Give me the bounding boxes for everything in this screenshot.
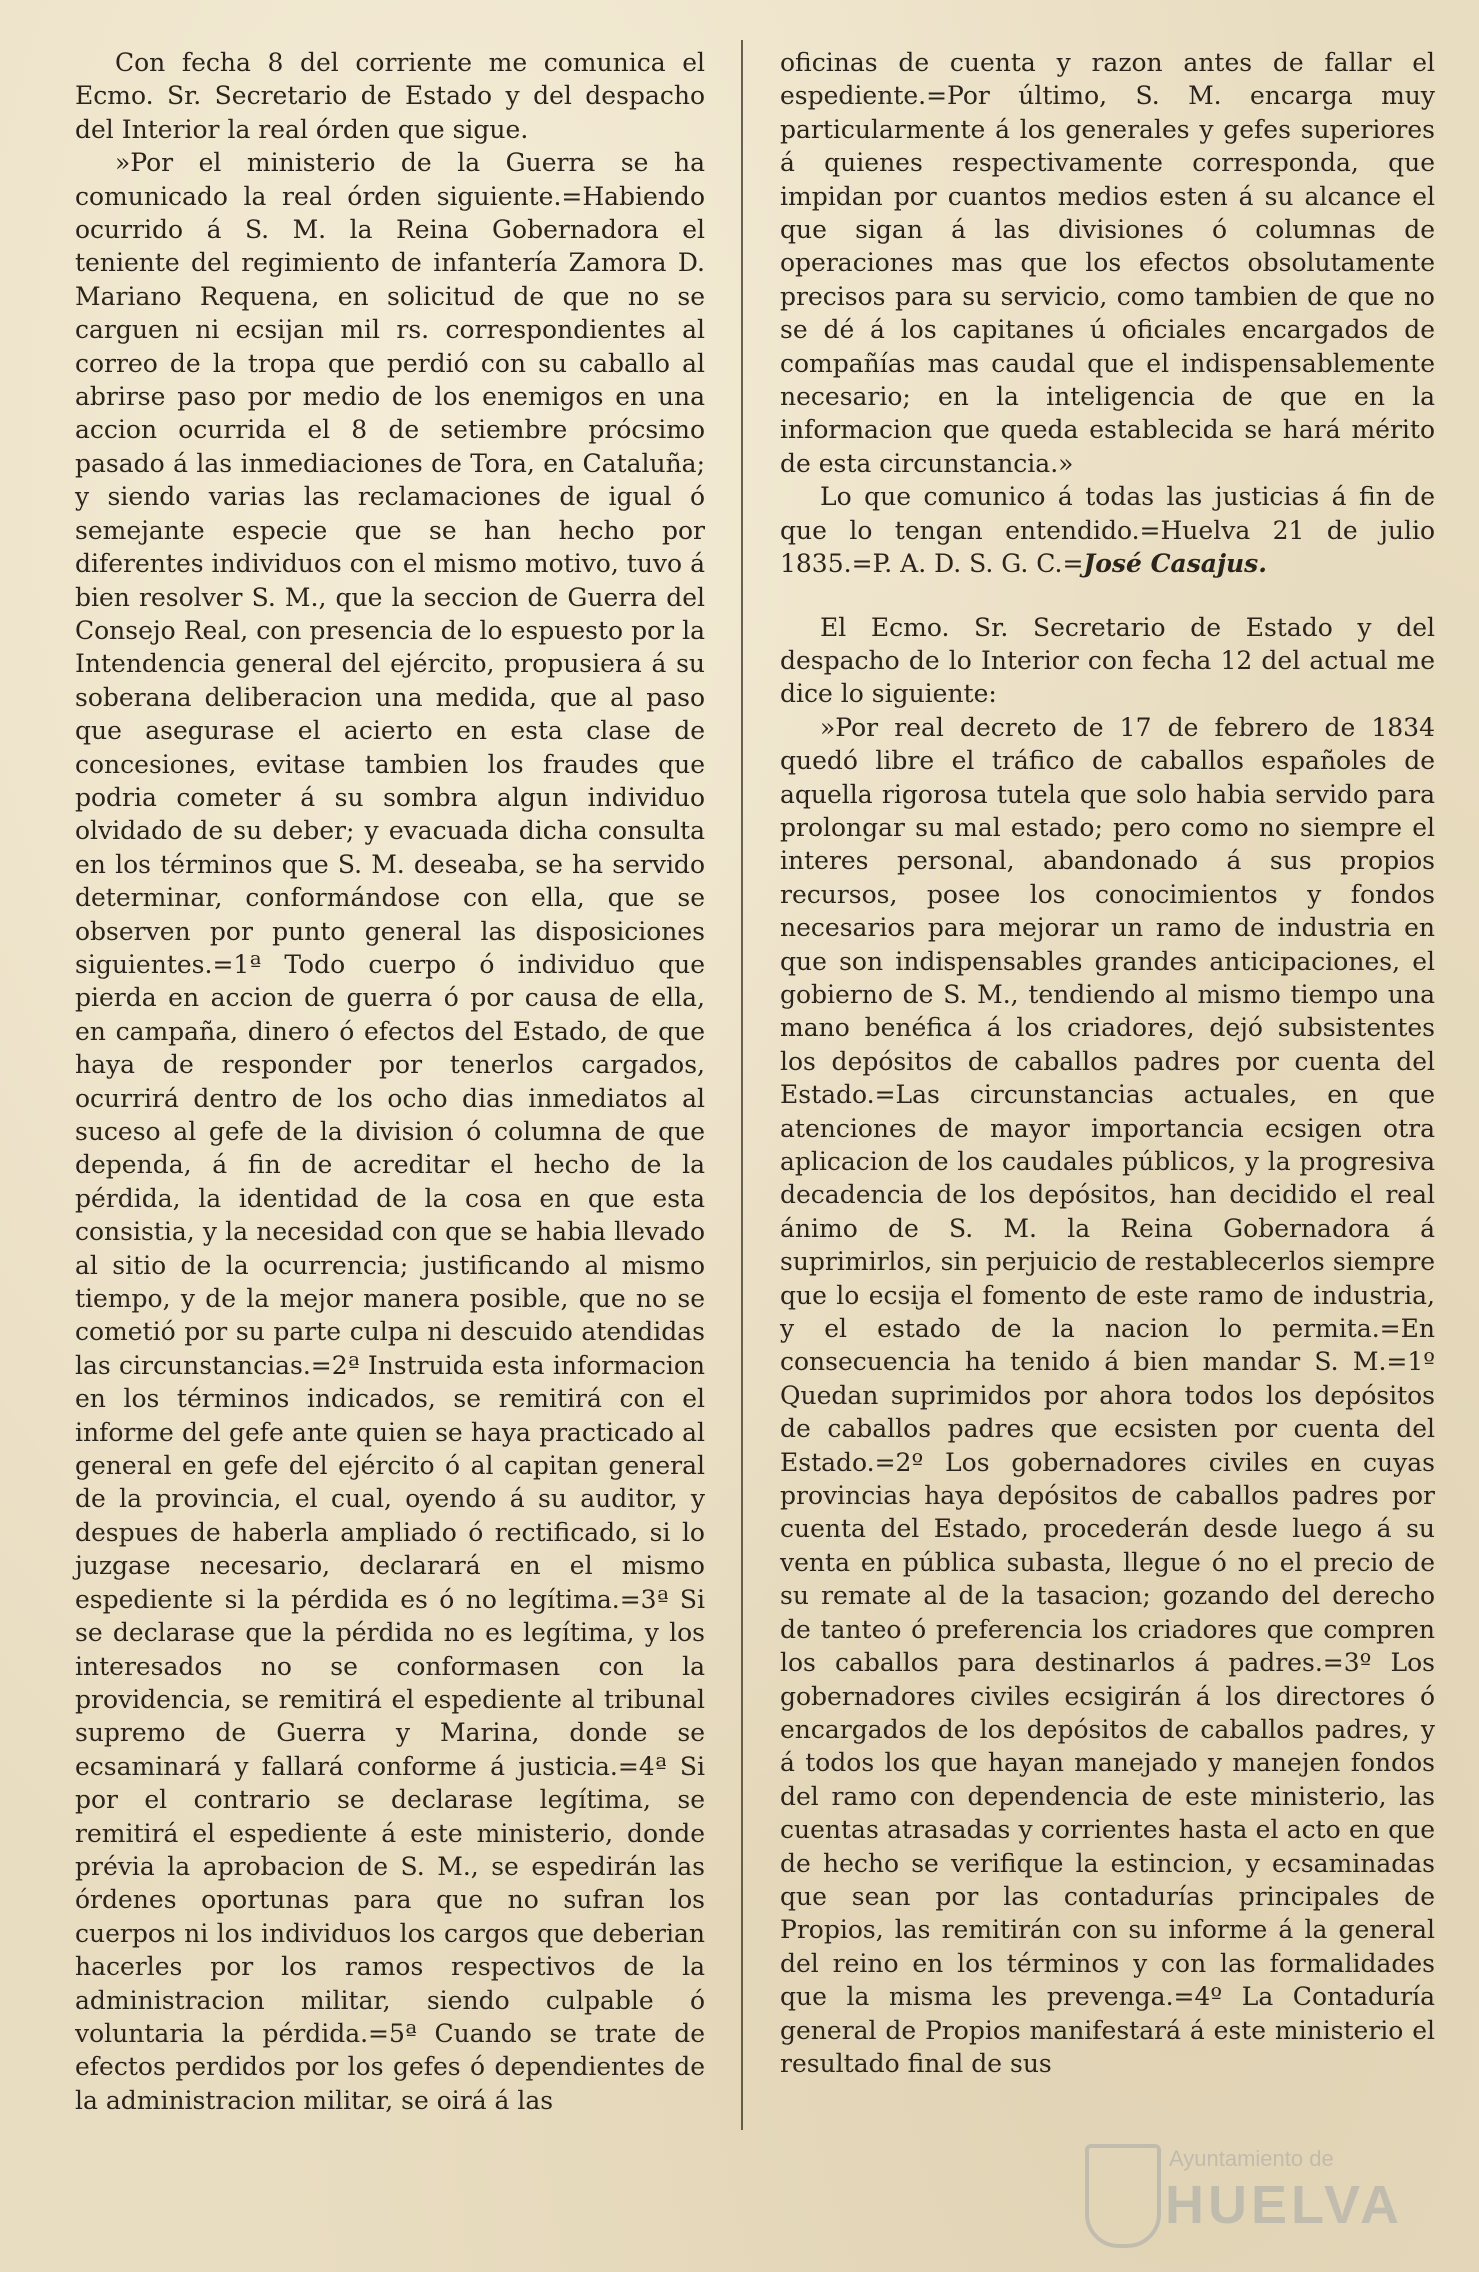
left-column — [75, 46, 705, 2117]
left-paragraph-intro: Con fecha 8 del corriente me comunica el Ecmo. Sr. Secretario de Estado y del despacho del Interior la real órden que sigue. — [75, 48, 705, 144]
left-paragraph-royal-order: »Por el ministerio de la Guerra se ha comunicado la real órden siguiente.=Habiendo ocurrido á S. M. la Reina Gobernadora el teniente del regimiento de infantería Zamora D. Mariano Requena, en solicitud de que no se carguen ni ecsijan mil rs. correspondientes al correo de la tropa que perdió con su caballo al abrirse paso por medio de los enemigos en una accion ocurrida el 8 de setiembre prócsimo pasado á las inmediaciones de Tora, en Cataluña; y siendo varias las reclamaciones de igual ó semejante especie que se han hecho por diferentes individuos con el mismo motivo, tuvo á bien resolver S. M., que la seccion de Guerra del Consejo Real, con presencia de lo espuesto por la Intendencia general del ejército, propusiera á su soberana deliberacion una medida, que al paso que asegurase el acierto en esta clase de concesiones, evitase tambien los fraudes que podria cometer á su sombra algun individuo olvidado de su deber; y evacuada dicha consulta en los términos que S. M. deseaba, se ha servido determinar, conformándose con ella, que se observen por punto general las disposiciones siguientes.=1ª Todo cuerpo ó individuo que pierda en accion de guerra ó por causa de ella, en campaña, dinero ó efectos del Estado, de que haya de responder por tenerlos cargados, ocurrirá dentro de los ocho dias inmediatos al suceso al gefe de la division ó columna de que dependa, á fin de acreditar el hecho de la pérdida, la identidad de la cosa en que esta consistia, y la necesidad con que se habia llevado al sitio de la ocurrencia; justificando al mismo tiempo, y de la mejor manera posible, que no se cometió por su parte culpa ni descuido atendidas las circunstancias.=2ª Instruida esta informacion en los términos indicados, se remitirá con el informe del gefe ante quien se haya practicado al general en gefe del ejército ó al capitan general de la provincia, el cual, oyendo á su auditor, y despues de haberla ampliado ó rectificado, si lo juzgase necesario, declarará en el mismo espediente si la pérdida es ó no legítima.=3ª Si se declarase que la pérdida no es legítima, y los interesados no se conformasen con la providencia, se remitirá el espediente al tribunal supremo de Guerra y Marina, donde se ecsaminará y fallará conforme á justicia.=4ª Si por el contrario se declarase legítima, se remitirá el espediente á este ministerio, donde prévia la aprobacion de S. M., se espedirán las órdenes oportunas para que no sufran los cuerpos ni los individuos los cargos que deberian hacerles por los ramos respectivos de la administracion militar, siendo culpable ó voluntaria la pérdida.=5ª Cuando se trate de efectos perdidos por los gefes ó dependientes de la administracion militar, se oirá á las — [75, 148, 705, 2115]
right-paragraph-decree: »Por real decreto de 17 de febrero de 1834 quedó libre el tráfico de caballos españoles de aquella rigorosa tutela que solo habia servido para prolongar su mal estado; pero como no siempre el interes personal, abandonado á sus propios recursos, posee los conocimientos y fondos necesarios para mejorar un ramo de industria en que son indispensables grandes anticipaciones, el gobierno de S. M., tendiendo al mismo tiempo una mano benéfica á los criadores, dejó subsistentes los depósitos de caballos padres por cuenta del Estado.=Las circunstancias actuales, en que atenciones de mayor importancia ecsigen otra aplicacion de los caudales públicos, y la progresiva decadencia de los depósitos, han decidido el real ánimo de S. M. la Reina Gobernadora á suprimirlos, sin perjuicio de restablecerlos siempre que lo ecsija el fomento de este ramo de industria, y el estado de la nacion lo permita.=En consecuencia ha tenido á bien mandar S. M.=1º Quedan suprimidos por ahora todos los depósitos de caballos padres que ecsisten por cuenta del Estado.=2º Los gobernadores civiles en cuyas provincias haya depósitos de caballos padres por cuenta del Estado, procederán desde luego á su venta en pública subasta, llegue ó no el precio de su remate al de la tasacion; gozando del derecho de tanteo ó preferencia los criadores que compren los caballos para destinarlos á padres.=3º Los gobernadores civiles ecsigirán á los directores ó encargados de los depósitos de caballos padres, y á todos los que hayan manejado y manejen fondos del ramo con dependencia de este ministerio, las cuentas atrasadas y corrientes hasta el acto en que de hecho se verifique la estincion, y ecsaminadas que sean por las contadurías principales de Propios, las remitirán con su informe á la general del reino en los términos y con las formalidades que la misma les prevenga.=4º La Contaduría general de Propios manifestará á este ministerio el resultado final de sus — [780, 712, 1435, 2078]
signoff-text: Lo que comunico á todas las justicias á fin de que lo tengan entendido.=Huelva 21 de julio 1835.=P. A. D. S. G. C.= — [780, 482, 1435, 579]
column-divider — [741, 40, 743, 2130]
right-column — [780, 46, 1435, 2080]
watermark — [1085, 2140, 1425, 2250]
watermark-top-text: Ayuntamiento de — [1169, 2146, 1334, 2171]
signature: José Casajus. — [1083, 549, 1267, 579]
shield-icon — [1085, 2144, 1161, 2248]
right-paragraph-signoff — [780, 480, 1435, 580]
right-paragraph-second-notice: El Ecmo. Sr. Secretario de Estado y del despacho de lo Interior con fecha 12 del actual me dice lo siguiente: — [780, 612, 1435, 709]
watermark-main-text: HUELVA — [1165, 2175, 1403, 2235]
right-paragraph-continuation: oficinas de cuenta y razon antes de fallar el espediente.=Por último, S. M. encarga muy particularmente á los generales y gefes superiores á quienes respectivamente corresponda, que impidan por cuantos medios esten á su alcance el que sigan á las divisiones ó columnas de operaciones mas que los efectos obsolutamente precisos para su servicio, como tambien de que no se dé á los capitanes ú oficiales encargados de compañías mas caudal que el indispensablemente necesario; en la inteligencia de que en la informacion que queda establecida se hará mérito de esta circunstancia.» — [780, 48, 1435, 478]
